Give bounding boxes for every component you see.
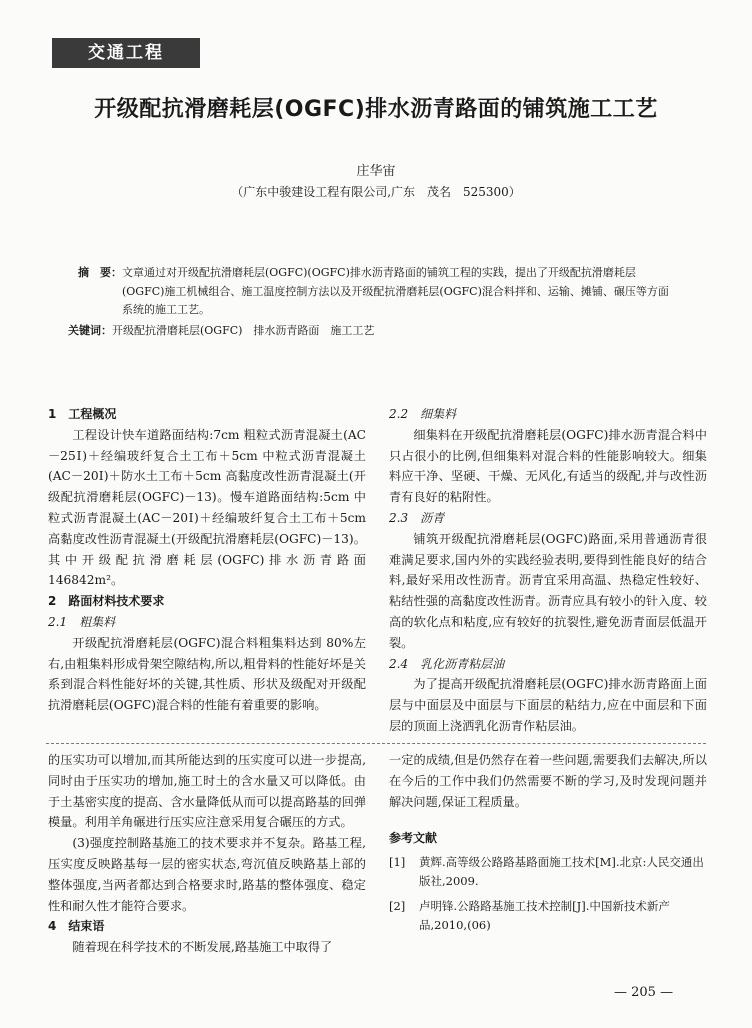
article-title: 开级配抗滑磨耗层(OGFC)排水沥青路面的铺筑施工工艺 [94, 97, 658, 122]
body-paragraph: 的压实功可以增加,而其所能达到的压实度可以进一步提高,同时由于压实功的增加,施工时土的含水量又可以降低。由于土基密实度的提高、含水量降低从而可以提高路基的回弹模量。利用羊角碾进行压实应注意采用复合碾压的方式。 [48, 753, 366, 830]
lower-left-column [48, 750, 366, 958]
keywords-text: 开级配抗滑磨耗层(OGFC) 排水沥青路面 施工工艺 [112, 323, 375, 337]
page-number: — 205 — [614, 985, 674, 1000]
section-heading: 2 路面材料技术要求 [48, 594, 165, 609]
upper-left-column [48, 404, 366, 716]
reference-item [389, 897, 707, 935]
author-affiliation: （广东中骏建设工程有限公司,广东 茂名 525300） [231, 185, 521, 199]
body-paragraph: 一定的成绩,但是仍然存在着一些问题,需要我们去解决,所以在今后的工作中我们仍然需要不断的学习,及时发现问题并解决问题,保证工程质量。 [389, 753, 707, 809]
body-paragraph: 工程设计快车道路面结构:7cm 粗粒式沥青混凝土(AC－25Ⅰ)＋经编玻纤复合土工布＋5cm 中粒式沥青混凝土(AC－20Ⅰ)＋防水土工布＋5cm 高黏度改性沥青混凝土(开级配抗滑磨耗层(OGFC)－13)。慢车道路面结构:5cm 中粒式沥青混凝土(AC－20Ⅰ)＋经编玻纤复合土工布＋5cm 高黏度改性沥青混凝土(开级配抗滑磨耗层(OGFC)－13)。其中开级配抗滑磨耗层(OGFC)排水沥青路面 146842m²。 [48, 427, 366, 588]
author-name: 庄华宙 [356, 164, 396, 179]
subsection-heading: 2.2 细集料 [389, 407, 457, 421]
section-category-band: 交通工程 [52, 38, 200, 68]
lower-right-column [389, 750, 707, 935]
body-paragraph: 铺筑开级配抗滑磨耗层(OGFC)路面,采用普通沥青很难满足要求,国内外的实践经验表明,要得到性能良好的结合料,最好采用改性沥青。沥青宜采用高温、热稳定性较好、粘结性强的高黏度改性沥青。沥青应具有较小的针入度、较高的软化点和粘度,应有较好的抗裂性,避免沥青面层低温开裂。 [389, 531, 707, 650]
abstract [68, 264, 678, 340]
body-paragraph: 开级配抗滑磨耗层(OGFC)混合料粗集料达到 80%左右,由粗集料形成骨架空隙结构,所以,粗骨料的性能好坏是关系到混合料性能好坏的关键,其性质、形状及级配对开级配抗滑磨耗层(OGFC)混合料的性能有着重要的影响。 [48, 635, 366, 713]
keywords-line [68, 322, 678, 341]
reference-text: 卢明锋.公路路基施工技术控制[J].中国新技术新产品,2010,(06) [419, 899, 670, 933]
keywords-label: 关键词： [68, 323, 112, 337]
reference-text: 黄辉.高等级公路路基路面施工技术[M].北京:人民交通出版社,2009. [419, 855, 704, 889]
body-paragraph: 为了提高开级配抗滑磨耗层(OGFC)排水沥青路面上面层与中面层及中面层与下面层的粘结力,应在中面层和下面层的顶面上浇洒乳化沥青作粘层油。 [389, 677, 707, 733]
subsection-heading: 2.3 沥青 [389, 510, 445, 525]
upper-right-column [389, 404, 707, 737]
body-paragraph: (3)强度控制路基施工的技术要求并不复杂。路基工程,压实度反映路基每一层的密实状态,弯沉值反映路基上部的整体强度,当两者都达到合格要求时,路基的整体强度、稳定性和耐久性才能符合要求。 [48, 836, 366, 913]
abstract-label: 摘 要： [78, 266, 122, 279]
column-separator [46, 743, 706, 744]
reference-number: [1] [389, 855, 406, 870]
subsection-heading: 2.1 粗集料 [48, 614, 116, 629]
subsection-heading: 2.4 乳化沥青粘层油 [389, 656, 505, 671]
body-paragraph: 随着现在科学技术的不断发展,路基施工中取得了 [72, 940, 333, 955]
abstract-paragraph [78, 264, 678, 320]
reference-number: [2] [389, 899, 406, 914]
section-heading: 1 工程概况 [48, 407, 117, 421]
body-paragraph: 细集料在开级配抗滑磨耗层(OGFC)排水沥青混合料中只占很小的比例,但细集料对混合料的性能影响较大。细集料应干净、坚硬、干燥、无风化,有适当的级配,并与改性沥青有良好的粘附性。 [389, 427, 707, 505]
reference-item [389, 853, 707, 891]
references-heading: 参考文献 [389, 831, 438, 846]
abstract-text: 文章通过对开级配抗滑磨耗层(OGFC)(OGFC)排水沥青路面的铺筑工程的实践，提出了开级配抗滑磨耗层(OGFC)施工机械组合、施工温度控制方法以及开级配抗滑磨耗层(OGFC)混合料拌和、运输、摊铺、碾压等方面系统的施工工艺。 [122, 266, 669, 316]
section-heading: 4 结束语 [48, 919, 105, 934]
